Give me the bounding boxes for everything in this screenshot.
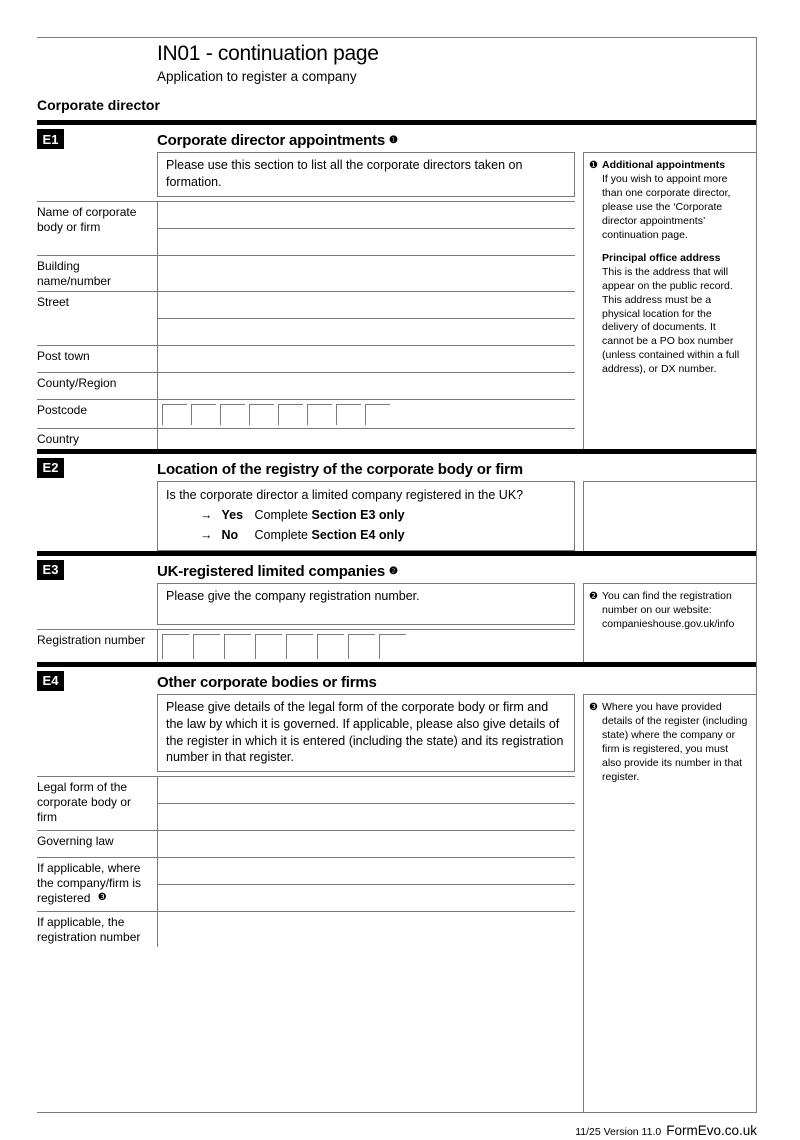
form-frame — [37, 37, 757, 1113]
e1-note-box — [583, 152, 756, 449]
postcode-char-box[interactable] — [365, 404, 390, 425]
field-row-street — [37, 291, 575, 345]
legal-form-input-line1[interactable] — [158, 777, 575, 803]
registration-char-box[interactable] — [193, 634, 220, 659]
field-row-building — [37, 255, 575, 291]
field-row-post-town — [37, 345, 575, 372]
legal-form-input-line2[interactable] — [158, 803, 575, 830]
section-e2 — [37, 449, 756, 551]
footer-version: 11/25 Version 11.0 — [575, 1125, 662, 1138]
postcode-char-box[interactable] — [278, 404, 303, 425]
registration-char-boxes — [158, 630, 575, 662]
where-registered-input-line2[interactable] — [158, 884, 575, 911]
registration-char-box[interactable] — [162, 634, 189, 659]
postcode-char-box[interactable] — [162, 404, 187, 425]
e3-note-body: You can find the registration number on our website: companieshouse.gov.uk/info — [602, 589, 735, 630]
section-head-e3 — [37, 556, 756, 583]
e4-notes-column — [583, 694, 756, 1112]
section-badge-e4: E4 — [37, 671, 64, 691]
registration-char-box[interactable] — [379, 634, 406, 659]
e4-hint-text: Please give details of the legal form of the corporate body or firm and the law by which it is governed. If applicable, please also give details of the register in which it is entered (including the state) and its registration number in that register. — [157, 694, 575, 773]
field-row-e4-registration-number — [37, 911, 575, 947]
section-title-e2: Location of the registry of the corporate body or firm — [157, 460, 523, 478]
e1-note-heading1: Additional appointments — [602, 159, 726, 171]
registration-char-box[interactable] — [255, 634, 282, 659]
footnote-2-icon: ❷ — [589, 590, 598, 602]
field-row-postcode — [37, 399, 575, 428]
badge-column — [37, 125, 157, 152]
governing-law-input[interactable] — [158, 831, 575, 857]
e2-note-box-empty — [583, 481, 756, 551]
street-input-line1[interactable] — [158, 292, 575, 318]
e4-note-body: Where you have provided details of the register (including state) where the company or firm is registered, you must also provide its number in that register. — [602, 700, 748, 783]
country-input[interactable] — [158, 429, 575, 447]
section-badge-e2: E2 — [37, 458, 64, 478]
e2-option-yes[interactable] — [200, 508, 566, 522]
footnote-marker-1-icon: ❶ — [389, 135, 398, 146]
page-footer — [37, 1122, 757, 1140]
name-input-group — [157, 202, 575, 255]
e1-note-body1: If you wish to appoint more than one corporate director, please use the ‘Corporate director appointments’ continuation page. — [602, 172, 731, 241]
post-town-input[interactable] — [158, 346, 575, 372]
section-title-e1 — [157, 125, 398, 152]
postcode-char-box[interactable] — [249, 404, 274, 425]
form-subtitle: Application to register a company — [157, 69, 357, 84]
field-row-county — [37, 372, 575, 399]
form-title: IN01 - continuation page — [157, 42, 379, 65]
field-row-name — [37, 201, 575, 255]
section-title-e4: Other corporate bodies or firms — [157, 673, 377, 691]
postcode-input-group — [157, 400, 575, 428]
section-head-e4 — [37, 667, 756, 694]
section-title-text: UK-registered limited companies — [157, 562, 386, 580]
e2-option-yes-label: Yes — [221, 507, 244, 522]
e3-hint-text: Please give the company registration number. — [157, 583, 575, 625]
section-title-text: Corporate director appointments — [157, 132, 385, 149]
postcode-char-box[interactable] — [191, 404, 216, 425]
e3-note-box — [583, 583, 756, 662]
section-head-e2 — [37, 454, 756, 481]
e4-note-box — [583, 694, 756, 1112]
form-header — [37, 38, 756, 86]
e2-option-no-action: Complete — [254, 527, 308, 542]
country-label: Country — [37, 431, 80, 446]
registration-char-box[interactable] — [286, 634, 313, 659]
footnote-marker-2-icon: ❷ — [389, 565, 398, 577]
section-e4 — [37, 662, 756, 1112]
governing-law-label: Governing law — [37, 834, 114, 849]
building-input[interactable] — [158, 256, 575, 282]
e2-option-no-target: Section E4 only — [311, 527, 405, 542]
e2-question-box — [157, 481, 575, 551]
badge-column — [37, 667, 157, 694]
building-label: Building name/number — [37, 258, 112, 288]
section-head-e1 — [37, 125, 756, 152]
registration-number-label: Registration number — [37, 632, 146, 647]
county-input-group — [157, 373, 575, 399]
postcode-char-box[interactable] — [220, 404, 245, 425]
footnote-marker-3-icon: ❸ — [97, 892, 107, 904]
registration-number-input-group — [157, 630, 575, 662]
e3-notes-column — [583, 583, 756, 662]
country-input-group — [157, 429, 575, 449]
where-registered-label-text: If applicable, where the company/firm is registered — [37, 861, 142, 906]
e1-hint-text: Please use this section to list all the corporate directors taken on formation. — [157, 152, 575, 197]
field-row-governing-law — [37, 830, 575, 857]
where-registered-input-group — [157, 858, 575, 911]
post-town-input-group — [157, 346, 575, 372]
postcode-char-boxes — [158, 400, 575, 428]
footer-brand: FormEvo.co.uk — [666, 1122, 757, 1138]
legal-form-input-group — [157, 777, 575, 830]
e1-note-heading2: Principal office address — [602, 251, 721, 264]
e4-registration-number-label: If applicable, the registration number — [37, 915, 141, 945]
postcode-char-box[interactable] — [307, 404, 332, 425]
registration-char-box[interactable] — [224, 634, 251, 659]
e2-option-no-label: No — [221, 527, 239, 542]
street-input-line2[interactable] — [158, 318, 575, 345]
footnote-3-icon: ❸ — [589, 701, 598, 713]
street-input-group — [157, 292, 575, 345]
section-badge-e1: E1 — [37, 129, 64, 149]
section-e3 — [37, 551, 756, 662]
postcode-char-box[interactable] — [336, 404, 361, 425]
e4-registration-number-input-group — [157, 912, 575, 947]
where-registered-input-line1[interactable] — [158, 858, 575, 884]
e1-notes-column — [583, 152, 756, 449]
section-body-e4 — [37, 694, 756, 1112]
post-town-label: Post town — [37, 348, 90, 363]
field-row-legal-form — [37, 776, 575, 830]
building-input-group — [157, 256, 575, 291]
e2-option-no[interactable] — [200, 528, 566, 542]
badge-column — [37, 556, 157, 583]
name-input-line2[interactable] — [158, 228, 575, 255]
e2-option-yes-target: Section E3 only — [311, 507, 405, 522]
street-label: Street — [37, 294, 70, 309]
field-row-country — [37, 428, 575, 449]
badge-column — [37, 454, 157, 481]
arrow-right-icon: → — [200, 507, 213, 522]
governing-law-input-group — [157, 831, 575, 857]
section-body-e3 — [37, 583, 756, 662]
e4-registration-number-input[interactable] — [158, 912, 575, 938]
footnote-1-icon: ❶ — [589, 160, 598, 171]
name-label: Name of corporate body or firm — [37, 204, 137, 234]
registration-char-box[interactable] — [317, 634, 344, 659]
e2-option-yes-instruction — [255, 508, 405, 522]
county-input[interactable] — [158, 373, 575, 399]
county-label: County/Region — [37, 375, 117, 390]
registration-char-box[interactable] — [348, 634, 375, 659]
section-body-e2 — [37, 481, 756, 551]
field-row-where-registered — [37, 857, 575, 911]
e2-question: Is the corporate director a limited company registered in the UK? — [166, 487, 524, 502]
e2-option-yes-action: Complete — [254, 507, 308, 522]
postcode-label: Postcode — [37, 402, 88, 417]
e1-note-body2: This is the address that will appear on the public record. This address must be a physical location for the delivery of documents. It cannot be a PO box number (unless contained within a full address), or DX number. — [602, 265, 740, 376]
group-heading: Corporate director — [37, 97, 160, 113]
name-input-line1[interactable] — [158, 202, 575, 228]
section-e1 — [37, 120, 756, 449]
where-registered-label — [37, 858, 157, 911]
legal-form-label: Legal form of the corporate body or firm — [37, 780, 132, 825]
e2-option-no-instruction — [255, 528, 405, 542]
field-row-registration-number — [37, 629, 575, 662]
section-badge-e3: E3 — [37, 560, 64, 580]
arrow-right-icon: → — [200, 527, 213, 542]
e2-notes-column — [583, 481, 756, 551]
section-title-e3 — [157, 556, 398, 583]
section-body-e1 — [37, 152, 756, 449]
